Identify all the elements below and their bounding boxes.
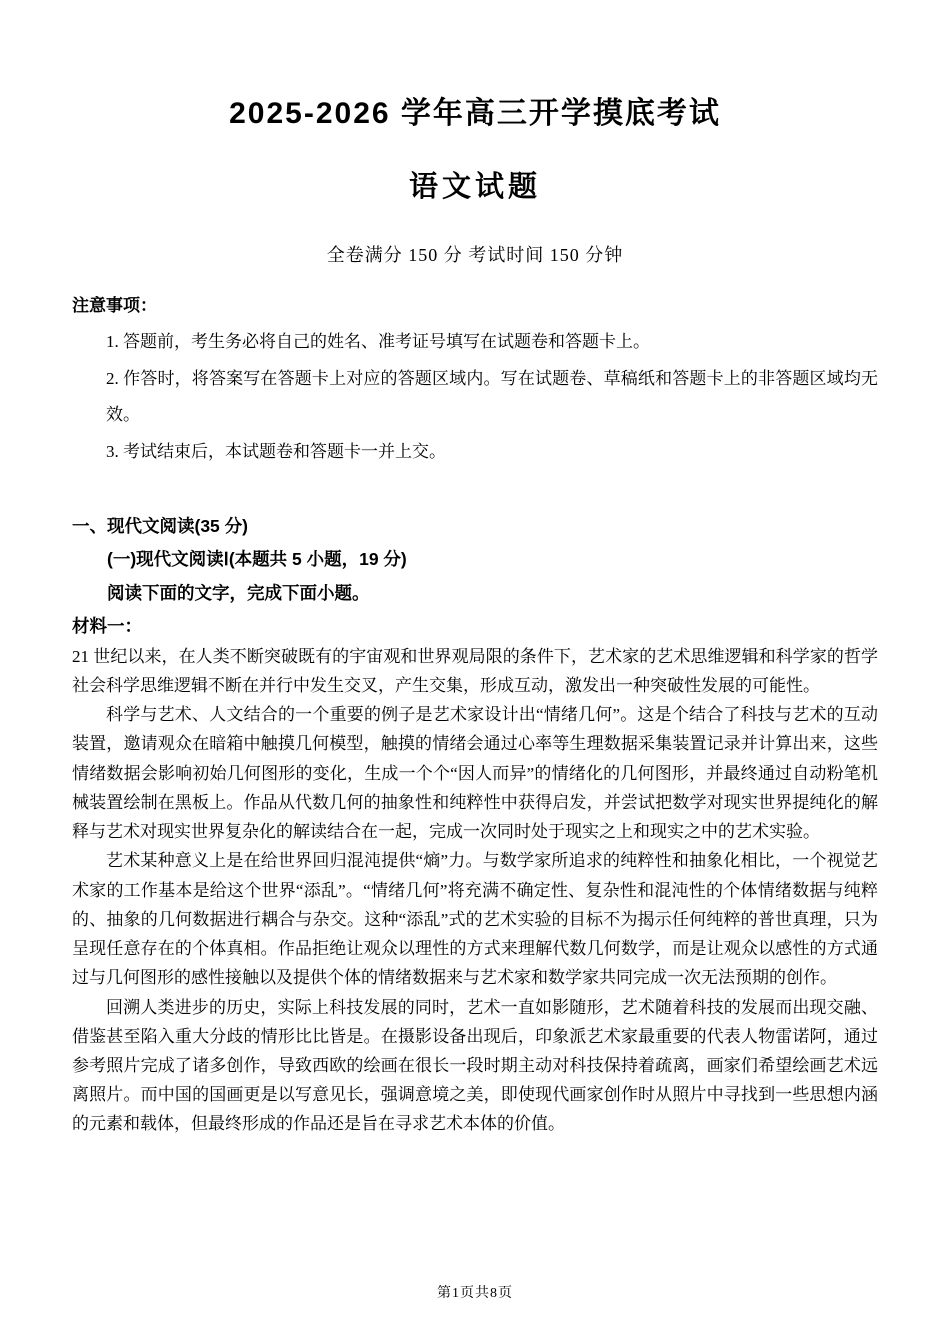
material-paragraph-3: 艺术某种意义上是在给世界回归混沌提供“熵”力。与数学家所追求的纯粹性和抽象化相比，一个视觉艺术家的工作基本是给这个世界“添乱”。“情绪几何”将充满不确定性、复杂性和混沌性的个体情绪数据与纯粹的、抽象的几何数据进行耦合与杂交。这种“添乱”式的艺术实验的目标不为揭示任何纯粹的普世真理，只为呈现任意存在的个体真相。作品拒绝让观众以理性的方式来理解代数几何数学，而是让观众以感性的方式通过与几何图形的感性接触以及提供个体的情绪数据来与艺术家和数学家共同完成一次无法预期的创作。 (72, 851, 878, 988)
material-paragraph-2: 科学与艺术、人文结合的一个重要的例子是艺术家设计出“情绪几何”。这是个结合了科技与艺术的互动装置，邀请观众在暗箱中触摸几何模型，触摸的情绪会通过心率等生理数据采集装置记录并计算出来，这些情绪数据会影响初始几何图形的变化，生成一个个“因人而异”的情绪化的几何图形，并最终通过自动粉笔机械装置绘制在黑板上。作品从代数几何的抽象性和纯粹性中获得启发，并尝试把数学对现实世界提纯化的解释与艺术对现实世界复杂化的解读结合在一起，完成一次同时处于现实之上和现实之中的艺术实验。 (72, 705, 878, 842)
reading-instruction: 阅读下面的文字，完成下面小题。 (107, 582, 370, 603)
section-one-heading: 一、现代文阅读(35 分) (72, 516, 248, 537)
notice-item-2: 2. 作答时，将答案写在答题卡上对应的答题区域内。写在试题卷、草稿纸和答题卡上的非答题区域均无效。 (106, 368, 878, 425)
notice-list (72, 324, 878, 470)
material-paragraph-1: 21 世纪以来，在人类不断突破既有的宇宙观和世界观局限的条件下，艺术家的艺术思维逻辑和科学家的哲学社会科学思维逻辑不断在并行中发生交叉，产生交集，形成互动，激发出一种突破性发展的可能性。 (72, 646, 878, 695)
exam-subject-title: 语文试题 (408, 171, 541, 203)
notice-heading: 注意事项： (72, 296, 157, 315)
notice-item-1: 1. 答题前，考生务必将自己的姓名、准考证号填写在试题卷和答题卡上。 (106, 332, 650, 351)
material-one-label: 材料一： (72, 615, 142, 636)
exam-title: 2025-2026 学年高三开学摸底考试 (229, 97, 721, 130)
material-paragraph-4: 回溯人类进步的历史，实际上科技发展的同时，艺术一直如影随形，艺术随着科技的发展而出现交融、借鉴甚至陷入重大分歧的情形比比皆是。在摄影设备出现后，印象派艺术家最重要的代表人物雷诺阿，通过参考照片完成了诸多创作，导致西欧的绘画在很长一段时期主动对科技保持着疏离，画家们希望绘画艺术远离照片。而中国的国画更是以写意见长，强调意境之美，即使现代画家创作时从照片中寻找到一些思想内涵的元素和载体，但最终形成的作品还是旨在寻求艺术本体的价值。 (72, 997, 878, 1134)
page-number: 第1页共8页 (437, 1286, 513, 1301)
reading-one-heading: (一)现代文阅读Ⅰ(本题共 5 小题，19 分) (107, 549, 407, 570)
section-one-block (72, 510, 878, 642)
exam-meta-line: 全卷满分 150 分 考试时间 150 分钟 (326, 245, 624, 265)
notice-item-3: 3. 考试结束后，本试题卷和答题卡一并上交。 (106, 441, 446, 461)
notice-block (72, 291, 878, 470)
material-one-body (72, 642, 878, 1139)
